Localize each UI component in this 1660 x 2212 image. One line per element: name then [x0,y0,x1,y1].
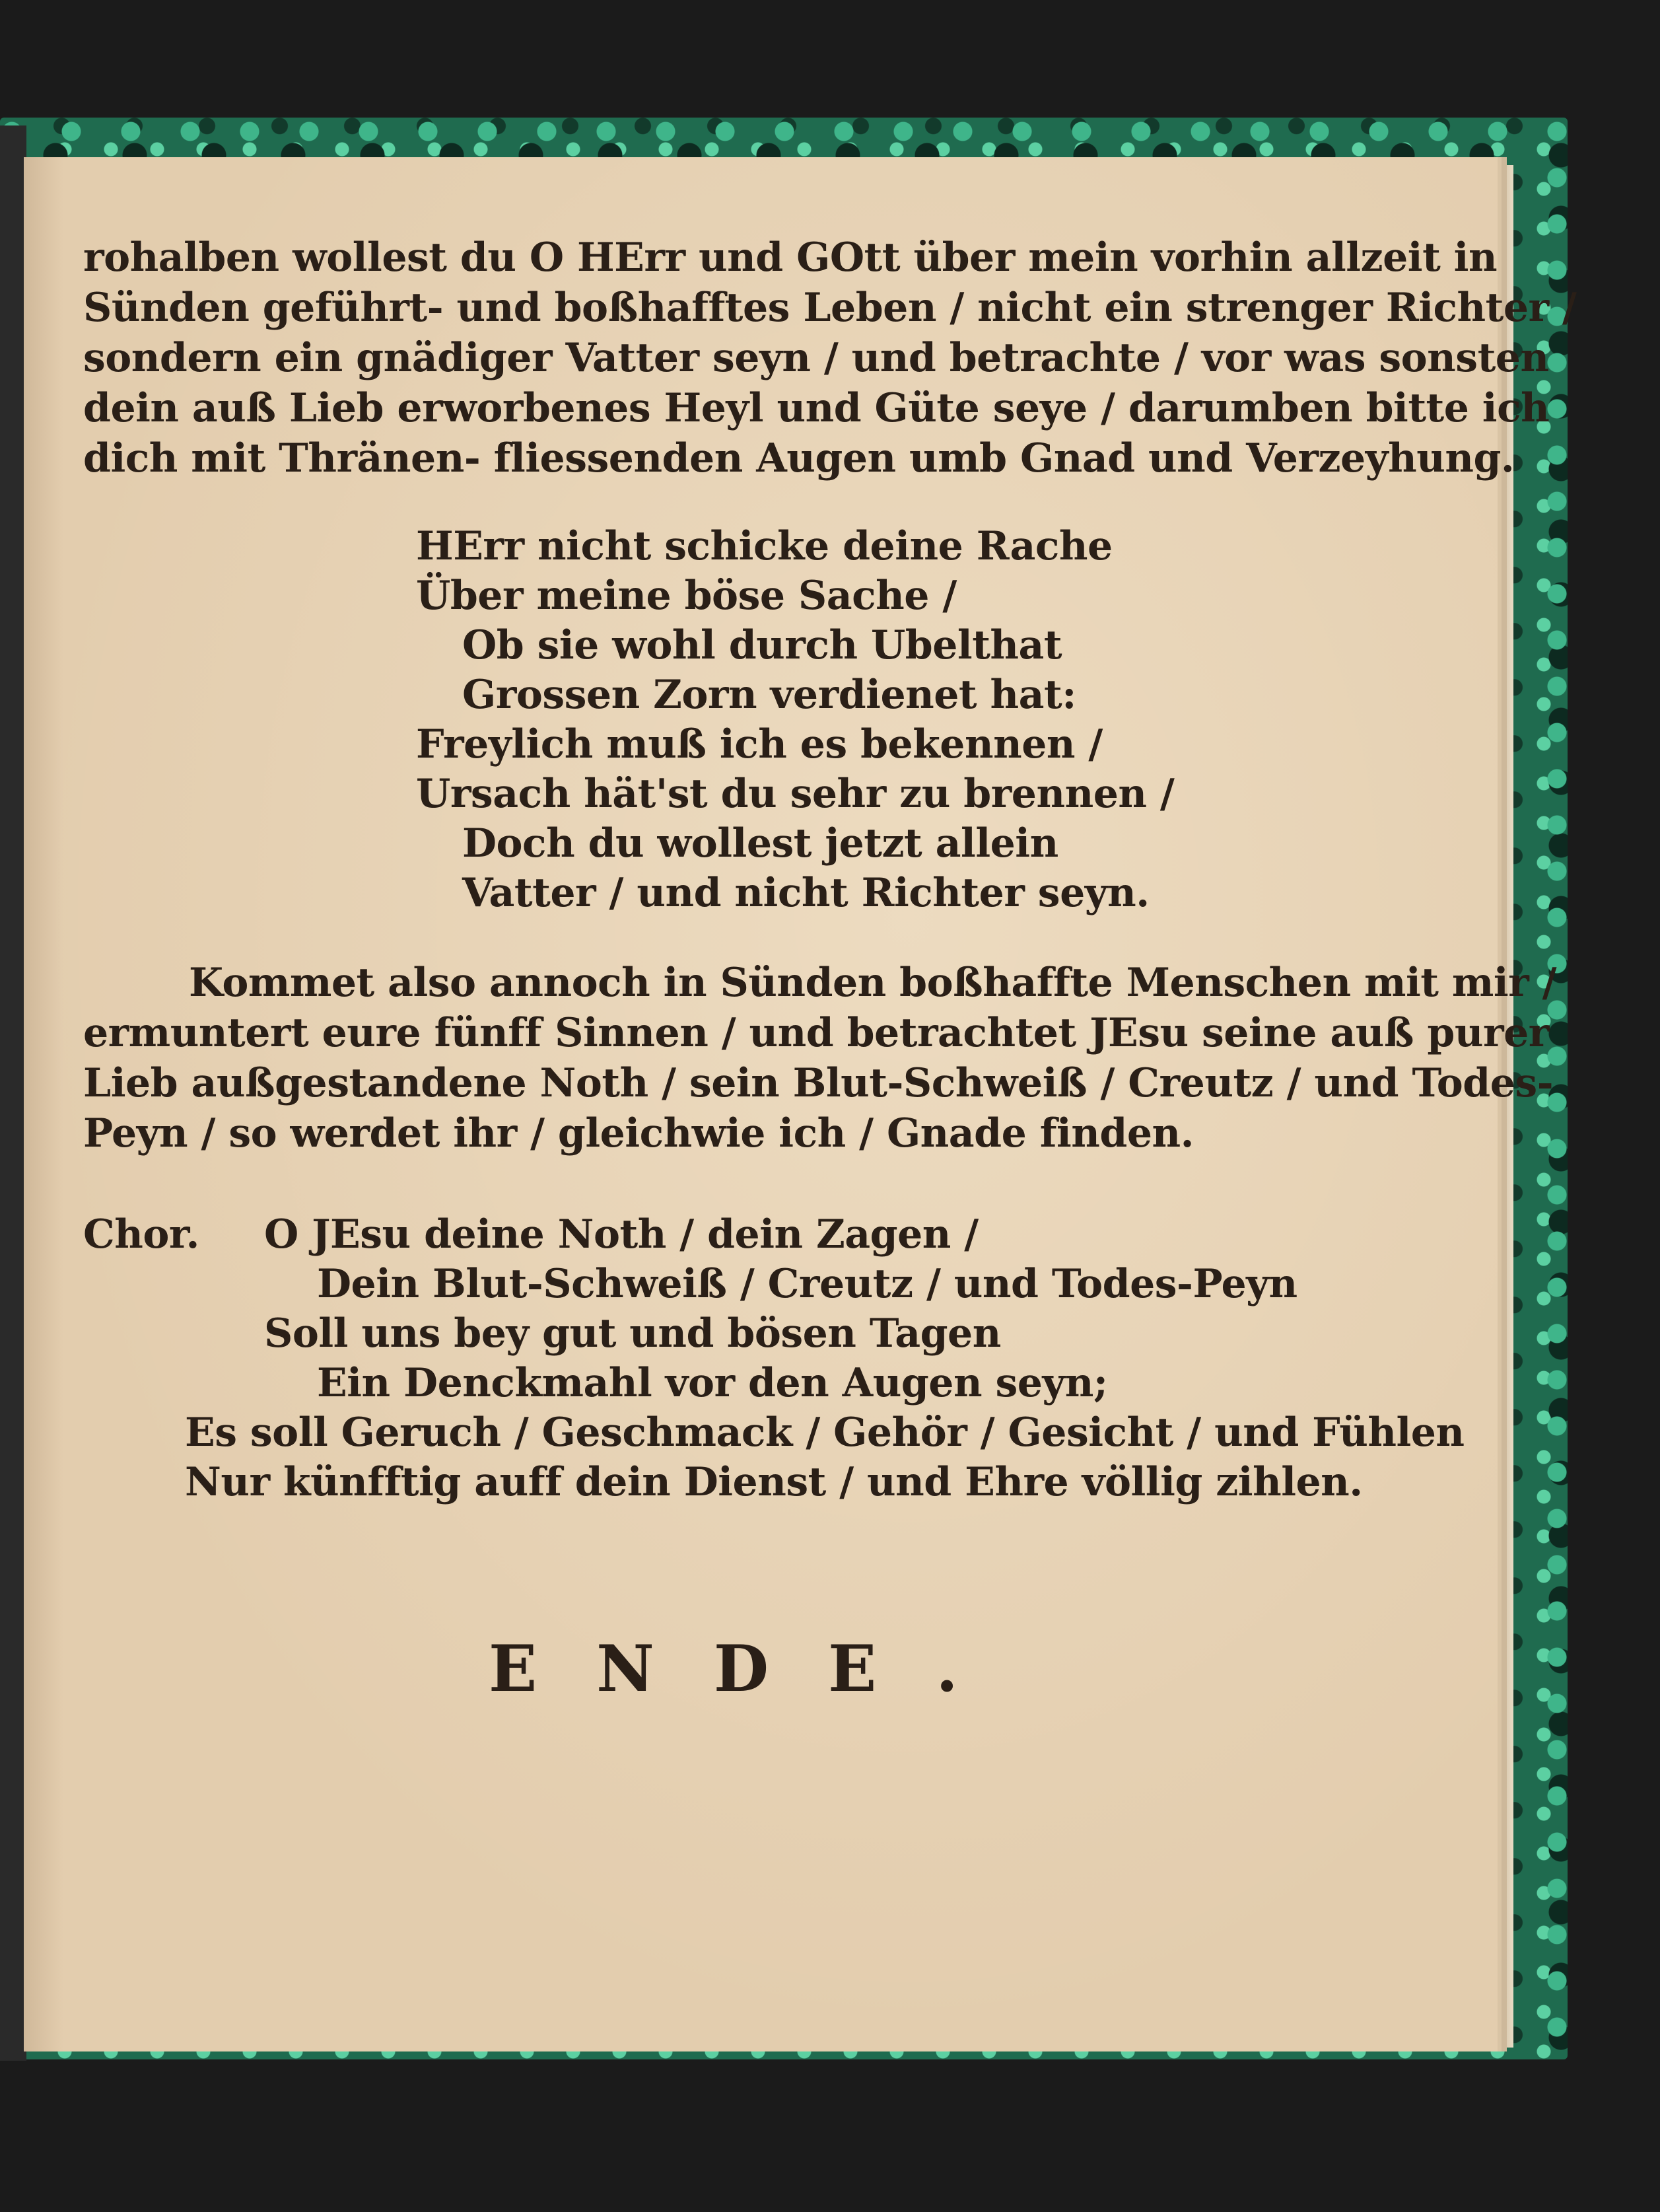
text-line: Kommet also annoch in Sünden boßhaffte Menschen mit mir / [189,960,1557,1006]
text-line: Sünden geführt- und boßhafftes Leben / nicht ein strenger Richter / [83,285,1577,331]
text-line: sondern ein gnädiger Vatter seyn / und betrachte / vor was sonsten [83,335,1549,381]
text-line: dein auß Lieb erworbenes Heyl und Güte seye / darumben bitte ich [83,385,1550,431]
chorus [185,1210,1465,1507]
verse-line: Grossen Zorn verdienet hat: [462,672,1076,718]
chorus-line: Nur künfftig auff dein Dienst / und Ehre völlig zihlen. [185,1459,1363,1505]
verse-line: Freylich muß ich es bekennen / [416,721,1103,767]
text-line: rohalben wollest du O HErr und GOtt über mein vorhin allzeit in [83,234,1498,281]
verse-line: HErr nicht schicke deine Rache [416,523,1113,569]
chorus-line: Dein Blut-Schweiß / Creutz / und Todes-Peyn [317,1261,1297,1307]
chorus-line: O JEsu deine Noth / dein Zagen / [264,1211,979,1258]
text-line: ermuntert eure fünff Sinnen / und betrachtet JEsu seine auß purer [83,1010,1549,1056]
chorus-label: Chor. [83,1211,199,1258]
finis-title: ENDE. [489,1631,1018,1706]
paragraph-2 [83,958,1556,1159]
verse-line: Ursach hät'st du sehr zu brennen / [416,771,1175,817]
text-line: dich mit Thränen- fliessenden Augen umb Gnad und Verzeyhung. [83,435,1515,482]
text-line: Peyn / so werdet ihr / gleichwie ich / Gnade finden. [83,1110,1194,1157]
chorus-line: Ein Denckmahl vor den Augen seyn; [317,1360,1108,1406]
chorus-line: Es soll Geruch / Geschmack / Gehör / Gesicht / und Fühlen [185,1409,1465,1456]
verse-line: Ob sie wohl durch Ubelthat [462,622,1062,668]
verse-line: Doch du wollest jetzt allein [462,820,1058,867]
verse-line: Über meine böse Sache / [416,573,957,619]
paragraph-1 [83,232,1576,483]
text-line: Lieb außgestandene Noth / sein Blut-Schweiß / Creutz / und Todes- [83,1060,1554,1106]
chorus-line: Soll uns bey gut und bösen Tagen [264,1310,1001,1357]
verse-1 [416,522,1174,918]
verse-line: Vatter / und nicht Richter seyn. [462,870,1150,916]
book-spine [0,125,26,2061]
